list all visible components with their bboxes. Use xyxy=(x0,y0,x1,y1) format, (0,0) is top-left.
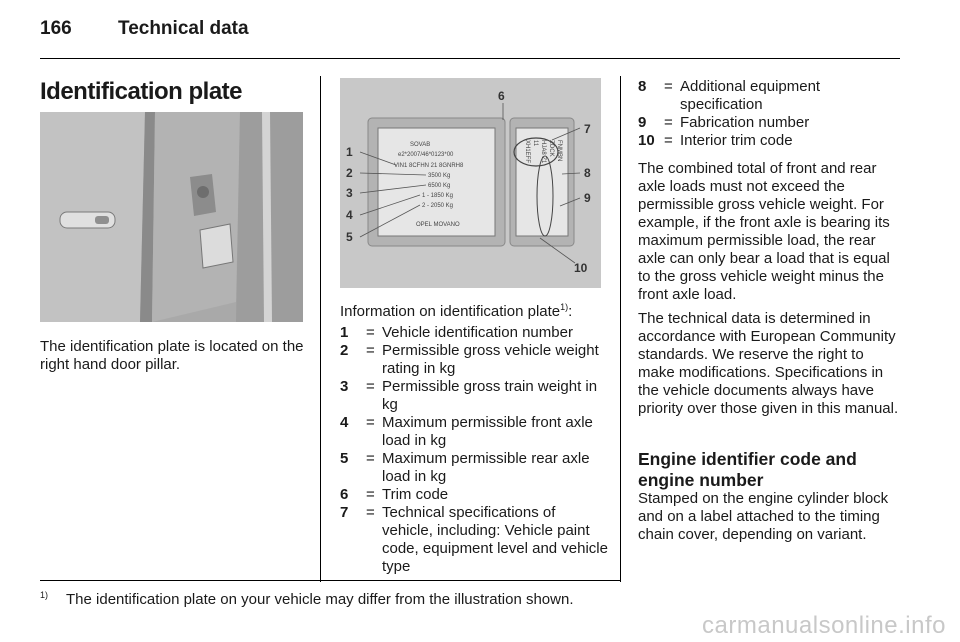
list-item xyxy=(340,342,608,378)
plate-legend-list xyxy=(340,324,608,576)
engine-paragraph: Stamped on the engine cylinder block and on a label attached to the timing chain cover, depending on variant. xyxy=(638,490,889,543)
item-text: Trim code xyxy=(382,486,449,503)
item-text: Additional equipment specification xyxy=(680,78,821,113)
item-eq: = xyxy=(664,132,673,149)
list-item xyxy=(340,324,608,342)
plate-text: 6500 Kg xyxy=(428,183,451,189)
list-item xyxy=(340,378,608,414)
item-text: Technical specifications of vehicle, including: Vehicle paint code, equipment level and vehicle type xyxy=(382,504,608,575)
item-key: 2 xyxy=(340,342,349,359)
list-item xyxy=(638,114,904,132)
footnote-text: The identification plate on your vehicle may differ from the illustration shown. xyxy=(66,591,574,608)
item-key: 3 xyxy=(340,378,349,395)
plate-legend-list-continued xyxy=(638,78,904,150)
item-key: 5 xyxy=(340,450,349,467)
standards-paragraph: The technical data is determined in accordance with European Community standards. We reserve the right to make modifications. Specifications in the vehicle documents always have priority over those given in this manual. xyxy=(638,310,899,417)
item-text: Vehicle identification number xyxy=(382,324,573,341)
item-text: Interior trim code xyxy=(680,132,793,149)
callout-label: 4 xyxy=(346,208,353,222)
item-eq: = xyxy=(366,450,375,467)
chapter-title: Technical data xyxy=(118,18,249,39)
list-item xyxy=(340,504,608,576)
footnote-divider xyxy=(40,580,620,581)
page-header xyxy=(40,18,249,40)
header-divider xyxy=(40,58,900,59)
photo-caption: The identification plate is located on the right hand door pillar. xyxy=(40,338,304,373)
plate-text: SOVAB xyxy=(410,142,431,148)
plate-text: 3500 Kg xyxy=(428,173,451,179)
list-item xyxy=(340,414,608,450)
item-text: Permissible gross train weight in kg xyxy=(382,378,598,413)
footnote xyxy=(40,590,574,608)
item-text: Permissible gross vehicle weight rating in kg xyxy=(382,342,599,377)
item-eq: = xyxy=(664,78,673,95)
item-eq: = xyxy=(366,324,375,341)
callout-label: 1 xyxy=(346,145,353,159)
column-divider-2 xyxy=(620,76,621,582)
axle-load-paragraph: The combined total of front and rear axle loads must not exceed the permissible gross vehicle weight. For example, if the front axle is bearing its maximum permissible load, the rear axle can only bear a load that is equal to the gross vehicle weight minus the front axle load. xyxy=(638,160,890,303)
footnote-ref: 1) xyxy=(560,302,569,312)
item-key: 10 xyxy=(638,132,655,149)
info-intro xyxy=(340,302,572,320)
plate-side-text: 11 xyxy=(532,140,538,147)
list-item xyxy=(340,486,608,504)
list-item xyxy=(340,450,608,486)
list-item xyxy=(638,78,904,114)
item-eq: = xyxy=(366,486,375,503)
item-key: 9 xyxy=(638,114,647,131)
item-eq: = xyxy=(366,342,375,359)
section-title: Identification plate xyxy=(40,78,243,105)
plate-text: 2 - 2050 Kg xyxy=(422,203,454,209)
item-key: 6 xyxy=(340,486,349,503)
item-eq: = xyxy=(366,378,375,395)
item-text: Maximum permissible front axle load in kg xyxy=(382,414,593,449)
item-key: 4 xyxy=(340,414,349,431)
plate-side-text: HJA8 Z1 xyxy=(540,140,546,164)
callout-label: 5 xyxy=(346,230,353,244)
plate-text: 1 - 1850 Kg xyxy=(422,193,454,199)
item-eq: = xyxy=(366,414,375,431)
plate-side-text: FNMBN xyxy=(556,140,562,162)
callout-label: 7 xyxy=(584,122,591,136)
list-item xyxy=(638,132,904,150)
item-text: Maximum permissible rear axle load in kg xyxy=(382,450,590,485)
identification-plate-illustration xyxy=(340,78,601,288)
plate-text: e2*2007/46*0123*00 xyxy=(398,152,454,158)
watermark: carmanualsonline.info xyxy=(702,612,946,639)
item-eq: = xyxy=(664,114,673,131)
engine-heading: Engine identifier code and engine number xyxy=(638,449,857,490)
info-intro-colon: : xyxy=(568,303,573,320)
info-intro-text: Information on identification plate xyxy=(340,303,561,320)
item-key: 8 xyxy=(638,78,647,95)
callout-label: 6 xyxy=(498,89,505,103)
plate-text: VIN1 8CFHN 21 8GNRH8 xyxy=(394,163,464,169)
callout-label: 9 xyxy=(584,191,591,205)
footnote-mark: 1) xyxy=(40,590,49,600)
callout-label: 3 xyxy=(346,186,353,200)
door-pillar-photo xyxy=(40,112,303,322)
callout-label: 10 xyxy=(574,261,588,275)
plate-side-text: XH1EFF xyxy=(524,140,530,164)
page-number: 166 xyxy=(40,18,72,39)
callout-label: 2 xyxy=(346,166,353,180)
callout-label: 8 xyxy=(584,166,591,180)
item-key: 1 xyxy=(340,324,349,341)
plate-text: OPEL MOVANO xyxy=(416,222,460,228)
item-text: Fabrication number xyxy=(680,114,810,131)
column-divider-1 xyxy=(320,76,321,582)
item-key: 7 xyxy=(340,504,349,521)
item-eq: = xyxy=(366,504,375,521)
plate-side-text: ZOCK xyxy=(548,140,554,157)
